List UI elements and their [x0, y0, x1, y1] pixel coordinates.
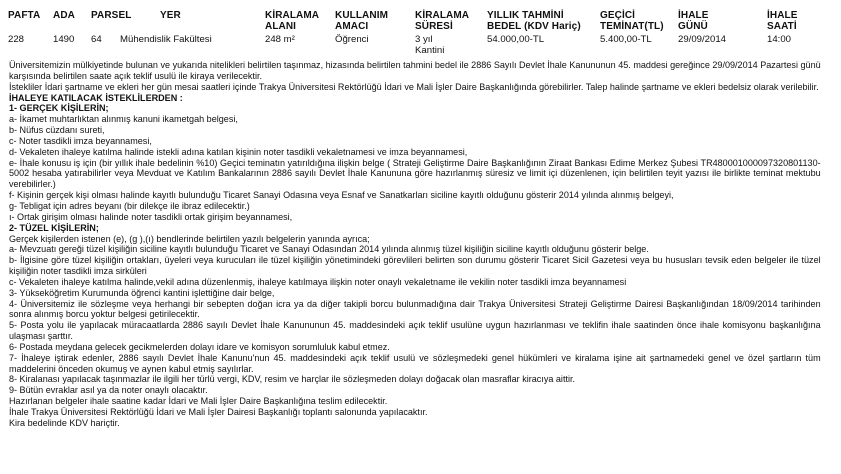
section-heading: İHALEYE KATILACAK İSTEKLİLERDEN : — [9, 92, 183, 103]
list-item: d- Vekaleten ihaleye katılma halinde istekli adına katılan kişinin noter tasdikli vekaletnamesi ve imza beyannamesi, — [9, 146, 468, 157]
list-item: a- İkamet muhtarlıktan alınmış kanuni ikametgah belgesi, — [9, 114, 238, 125]
col-gecici-teminat: GEÇİCİ TEMİNAT(TL) — [600, 10, 664, 32]
subsection-heading-gercek: 1- GERÇEK KİŞİLERİN; — [9, 103, 109, 114]
list-item: 7- İhaleye iştirak edenler, 2886 sayılı Devlet İhale Kanunu'nun 45. maddesindeki açık teklif usulü ve sözleşmedeki genel hükümleri ve kiralama işine ait şartnamedeki genel ve özel şartların tüm maddelerini önceden okumuş ve aynen kabul etmiş sayılırlar. — [9, 352, 821, 374]
col-kullanim-amaci: KULLANIM AMACI — [335, 10, 389, 32]
list-item: İhale Trakya Üniversitesi Rektörlüğü İdari ve Mali İşler Dairesi Başkanlığı toplantı salonunda yapılacaktır. — [9, 407, 428, 417]
notice-body — [9, 60, 821, 429]
cell-parsel: 64 — [91, 34, 102, 45]
col-ihale-saati: İHALE SAATİ — [767, 10, 798, 32]
list-item: ı- Ortak girişim olması halinde noter tasdikli ortak girişim beyannamesi, — [9, 211, 293, 222]
list-item: b- İlgisine göre tüzel kişiliğin ortakları, üyeleri veya kurucuları ile tüzel kişiliğin yönetimindeki görevlileri belirten son durumu gösterir Ticaret Sicil Gazetesi veya bu hususları tevsik eden belgeler ile tüzel kişiliğin noter tasdikli imza sirküleri — [9, 255, 821, 277]
col-kiralama-suresi: KİRALAMA SÜRESİ — [415, 10, 470, 32]
list-item: c- Noter tasdikli imza beyannamesi, — [9, 135, 152, 146]
col-yillik-bedel: YILLIK TAHMİNİ BEDEL (KDV Hariç) — [487, 10, 581, 32]
cell-kiralama-alani: 248 m² — [265, 34, 295, 45]
list-item: f- Kişinin gerçek kişi olması halinde kayıtlı bulunduğu Ticaret Sanayi Odasına veya Esnaf ve Sanatkarları siciline kayıtlı olduğunu gösterir 2014 yılında alınmış belgeyi, — [9, 190, 674, 201]
paragraph-spec: İstekliler İdari şartname ve ekleri her gün mesai saatleri içinde Trakya Üniversitesi Rektörlüğü İdari ve Mali İşler Daire Başkanlığında görebilirler. Talep halinde şartname ve ekleri bedelsiz olarak verilebilir. — [9, 81, 819, 92]
col-ada: ADA — [53, 10, 75, 21]
list-item: Kira bedelinde KDV hariçtir. — [9, 417, 120, 428]
cell-ihale-saati: 14:00 — [767, 34, 792, 45]
cell-gecici-teminat: 5.400,00-TL — [600, 34, 652, 45]
list-item: a- Mevzuatı gereği tüzel kişiliğin siciline kayıtlı bulunduğu Ticaret ve Sanayi Odasından 2014 yılında alınmış tüzel kişiliğin siciline kayıtlı olduğunu gösterir belge. — [9, 244, 649, 255]
list-item: 9- Bütün evraklar asıl ya da noter onaylı olacaktır. — [9, 385, 208, 396]
table-row — [0, 35, 841, 57]
subsection-heading-tuzel: 2- TÜZEL KİŞİLERİN; — [9, 222, 99, 233]
cell-yer: Mühendislik Fakültesi — [120, 34, 212, 45]
list-item: 6- Postada meydana gelecek gecikmelerden dolayı idare ve komisyon sorumluluk kabul etmez. — [9, 341, 390, 352]
list-item: 3- Yükseköğretim Kurumunda öğrenci kantini işlettiğine dair belge, — [9, 287, 275, 298]
col-yer: YER — [160, 10, 181, 21]
col-pafta: PAFTA — [8, 10, 41, 21]
list-item: b- Nüfus cüzdanı sureti, — [9, 125, 105, 136]
col-kiralama-alani: KİRALAMA ALANI — [265, 10, 320, 32]
col-parsel: PARSEL — [91, 10, 132, 21]
col-ihale-gunu: İHALE GÜNÜ — [678, 10, 709, 32]
list-item: 8- Kiralanası yapılacak taşınmazlar ile ilgili her türlü vergi, KDV, resim ve harçlar ile sözleşmeden dolayı doğacak olan masraflar kiracıya aittir. — [9, 374, 576, 385]
cell-yillik-bedel: 54.000,00-TL — [487, 34, 545, 45]
cell-ada: 1490 — [53, 34, 75, 45]
list-item: g- Tebligat için adres beyanı (bir dilekçe ile ibraz edilecektir.) — [9, 200, 250, 211]
list-item: e- İhale konusu iş için (bir yıllık ihale bedelinin %10) Geçici teminatın yatırıldığına ilişkin belge ( Strateji Geliştirme Daire Başkanlığının Ziraat Bankası Edime Merkez Şubesi TR480001000097320801130-5002 hesaba yatırabilirler veya Mevduat ve Katılım Bankalarının 2886 sayılı Devlet İhale Kanununa göre hazırlanmış süresiz ve limit içi düzenlenen, için belirtilen teyit yazısı ile birlikte teminat mektubu verebilirler.) — [9, 157, 821, 190]
paragraph-intro: Üniversitemizin mülkiyetinde bulunan ve yukarıda nitelikleri belirtilen taşınmaz, hizasında belirtilen tahmini bedel ile 2886 Sayılı Devlet İhale Kanununun 45. maddesi gereğince 29/09/2014 Pazartesi günü karşısında belirtilen saate açık teklif usulü ile kiraya verilecektir. — [9, 60, 821, 81]
list-item: Gerçek kişilerden istenen (e), (g ),(ı) bendlerinde belirtilen yazılı belgelerin yanında ayrıca; — [9, 233, 370, 244]
cell-ihale-gunu: 29/09/2014 — [678, 34, 727, 45]
cell-kiralama-suresi: 3 yıl Kantini — [415, 34, 445, 56]
list-item: c- Vekaleten ihaleye katılma halinde,vekil adına düzenlenmiş, ihaleye katılmaya ilişkin noter onaylı vekaletname ile vekilin noter tasdikli imza beyannamesi — [9, 276, 627, 287]
cell-pafta: 228 — [8, 34, 25, 45]
cell-kullanim-amaci: Öğrenci — [335, 34, 369, 45]
list-item: 5- Posta yolu ile yapılacak müracaatlarda 2886 sayılı Devlet İhale Kanununun 45. maddesindeki açık teklif usulüne uygun hazırlanması ve teklifin ihale saatinden önce ihale komisyonu başkanlığına ulaşması şarttır. — [9, 320, 821, 342]
list-item: 4- Üniversitemiz ile sözleşme veya herhangi bir sebepten doğan icra ya da diğer takipli borcu bulunmadığına dair Trakya Üniversitesi Strateji Geliştirme Dairesi Başkanlığından 18/09/2014 tarihinden sonra alınmış borcu yoktur belgesi getirilecektir. — [9, 298, 821, 320]
list-item: Hazırlanan belgeler ihale saatine kadar İdari ve Mali İşler Daire Başkanlığına teslim edilecektir. — [9, 396, 388, 407]
